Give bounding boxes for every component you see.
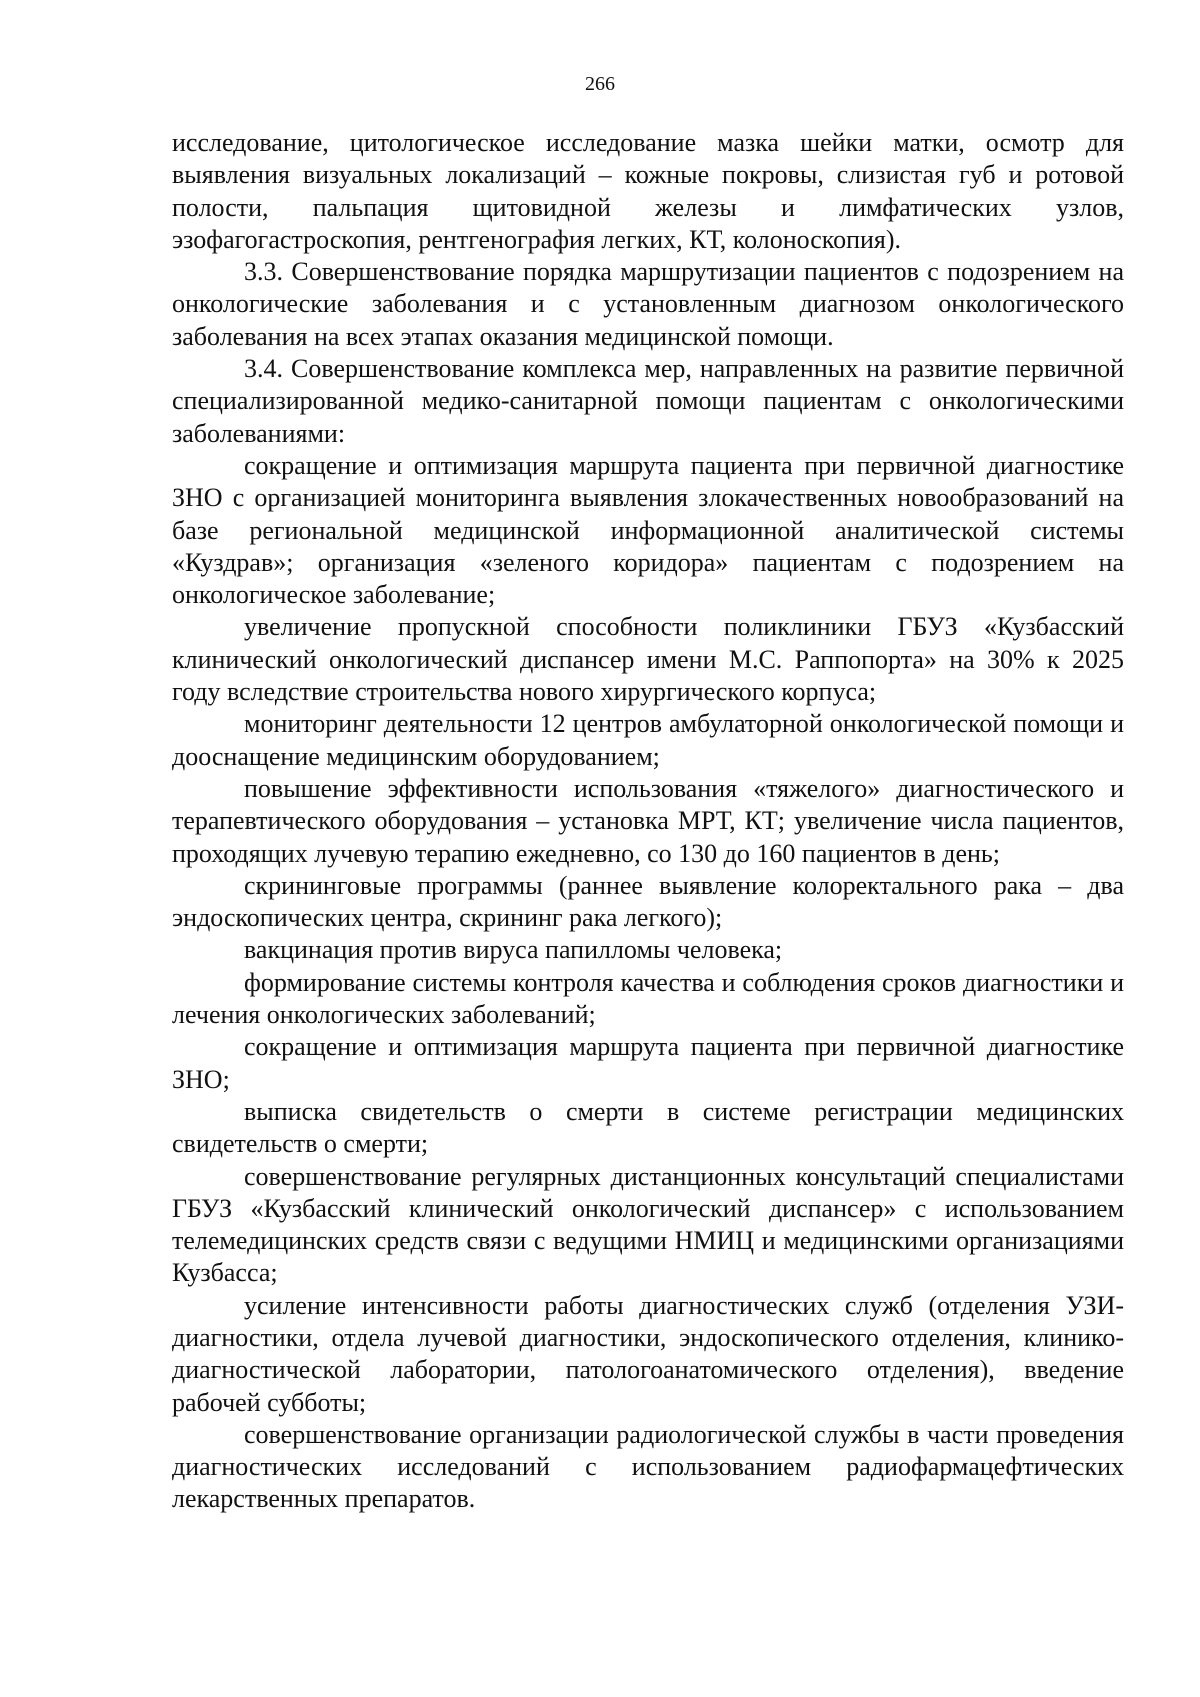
list-item-vaccination: вакцинация против вируса папилломы человека; (244, 935, 783, 965)
list-item-clinic-capacity: увеличение пропускной способности поликлиники ГБУЗ «Кузбасский клинический онкологический диспансер имени М.С. Раппопорта» на 30% к 2025 году вследствие строительства нового хирургического корпуса; (172, 612, 1124, 707)
paragraph-3-4: 3.4. Совершенствование комплекса мер, направленных на развитие первичной специализированной медико-санитарной помощи пациентам с онкологическими заболеваниями: (172, 354, 1124, 448)
list-item-radiology-service: совершенствование организации радиологической службы в части проведения диагностических исследований с использованием радиофармацефтических лекарственных препаратов. (172, 1419, 1124, 1514)
list-item-equipment-efficiency: повышение эффективности использования «тяжелого» диагностического и терапевтического оборудования – установка МРТ, КТ; увеличение числа пациентов, проходящих лучевую терапию ежедневно, со 130 до 160 пациентов в день; (172, 773, 1124, 868)
page-number: 266 (585, 73, 615, 95)
list-item-monitoring-centers: мониторинг деятельности 12 центров амбулаторной онкологической помощи и дооснащение медицинским оборудованием; (172, 709, 1124, 771)
list-item-telemedicine: совершенствование регулярных дистанционных консультаций специалистами ГБУЗ «Кузбасский клинический онкологический диспансер» с использованием телемедицинских средств связи с ведущими НМИЦ и медицинскими организациями Кузбасса; (172, 1161, 1124, 1288)
list-item-route-optimization-zno: сокращение и оптимизация маршрута пациента при первичной диагностике ЗНО; (172, 1032, 1124, 1094)
list-item-route-optimization: сокращение и оптимизация маршрута пациента при первичной диагностике ЗНО с организацией мониторинга выявления злокачественных новообразований на базе региональной медицинской информационной аналитической системы «Куздрав»; организация «зеленого коридора» пациентам с подозрением на онкологическое заболевание; (172, 450, 1124, 610)
list-item-death-certificates: выписка свидетельств о смерти в системе регистрации медицинских свидетельств о смерти; (172, 1096, 1124, 1159)
paragraph-3-3: 3.3. Совершенствование порядка маршрутизации пациентов с подозрением на онкологические заболевания и с установленным диагнозом онкологического заболевания на всех этапах оказания медицинской помощи. (172, 257, 1124, 351)
body-text (172, 127, 1124, 1516)
paragraph-continuation: исследование, цитологическое исследование мазка шейки матки, осмотр для выявления визуальных локализаций – кожные покровы, слизистая губ и ротовой полости, пальпация щитовидной железы и лимфатических узлов, эзофагогастроскопия, рентгенография легких, КТ, колоноскопия). (172, 128, 1124, 254)
list-item-diagnostic-services: усиление интенсивности работы диагностических служб (отделения УЗИ-диагностики, отдела лучевой диагностики, эндоскопического отделения, клинико-диагностической лаборатории, патологоанатомического отделения), введение рабочей субботы; (172, 1290, 1124, 1417)
list-item-screening-programs: скрининговые программы (раннее выявление колоректального рака – два эндоскопических центра, скрининг рака легкого); (172, 870, 1124, 933)
list-item-quality-control: формирование системы контроля качества и соблюдения сроков диагностики и лечения онкологических заболеваний; (172, 967, 1124, 1030)
